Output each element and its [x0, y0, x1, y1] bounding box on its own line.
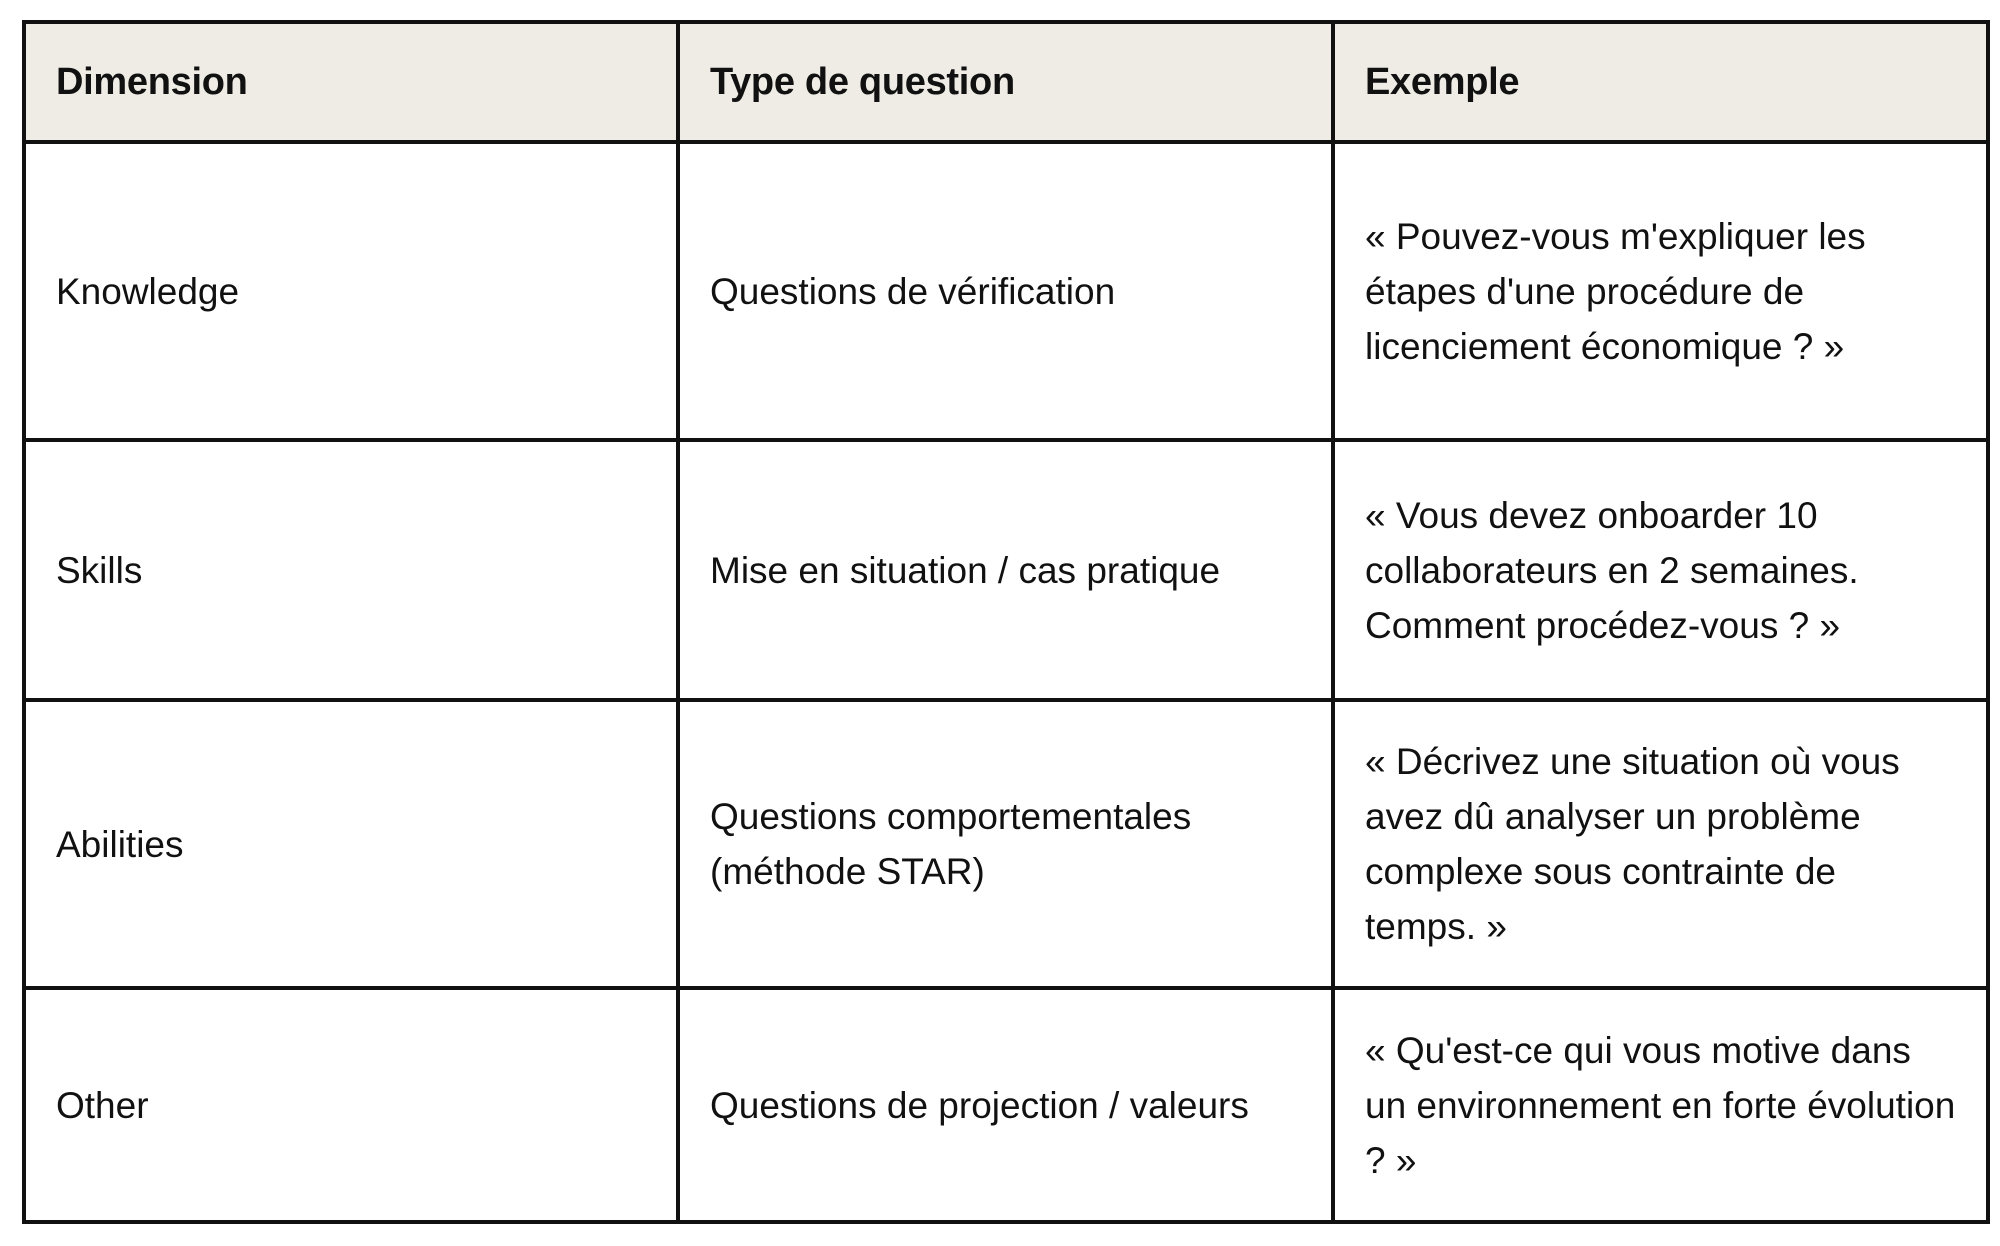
example-text: « Pouvez-vous m'expliquer les étapes d'une procédure de licenciement économique ? » [1365, 215, 1866, 367]
cell-dimension [24, 988, 678, 1222]
table-header-row [24, 22, 1988, 142]
cell-dimension [24, 700, 678, 988]
cell-dimension [24, 142, 678, 440]
question-type-text: Questions de projection / valeurs [710, 1084, 1249, 1126]
interview-questions-table-container [22, 20, 1986, 1224]
cell-example [1333, 700, 1988, 988]
dimension-text: Skills [56, 549, 143, 591]
table-row [24, 440, 1988, 700]
dimension-text: Abilities [56, 823, 184, 865]
table-row [24, 700, 1988, 988]
header-question-type: Type de question [678, 22, 1333, 142]
question-type-text: Questions de vérification [710, 270, 1116, 312]
table-row [24, 988, 1988, 1222]
header-example: Exemple [1333, 22, 1988, 142]
cell-example [1333, 440, 1988, 700]
dimension-text: Knowledge [56, 270, 240, 312]
example-text: « Vous devez onboarder 10 collaborateurs en 2 semaines. Comment procédez-vous ? » [1365, 494, 1859, 646]
header-dimension: Dimension [24, 22, 678, 142]
question-type-text: Questions comportementales (méthode STAR) [710, 796, 1192, 892]
cell-question-type [678, 988, 1333, 1222]
cell-example [1333, 988, 1988, 1222]
cell-dimension [24, 440, 678, 700]
question-type-text: Mise en situation / cas pratique [710, 549, 1221, 591]
cell-question-type [678, 142, 1333, 440]
table-row [24, 142, 1988, 440]
cell-example [1333, 142, 1988, 440]
example-text: « Décrivez une situation où vous avez dû analyser un problème complexe sous contrainte de temps. » [1365, 741, 1900, 947]
cell-question-type [678, 700, 1333, 988]
interview-questions-table [22, 20, 1990, 1224]
dimension-text: Other [56, 1084, 149, 1126]
example-text: « Qu'est-ce qui vous motive dans un environnement en forte évolution ? » [1365, 1029, 1956, 1181]
cell-question-type [678, 440, 1333, 700]
